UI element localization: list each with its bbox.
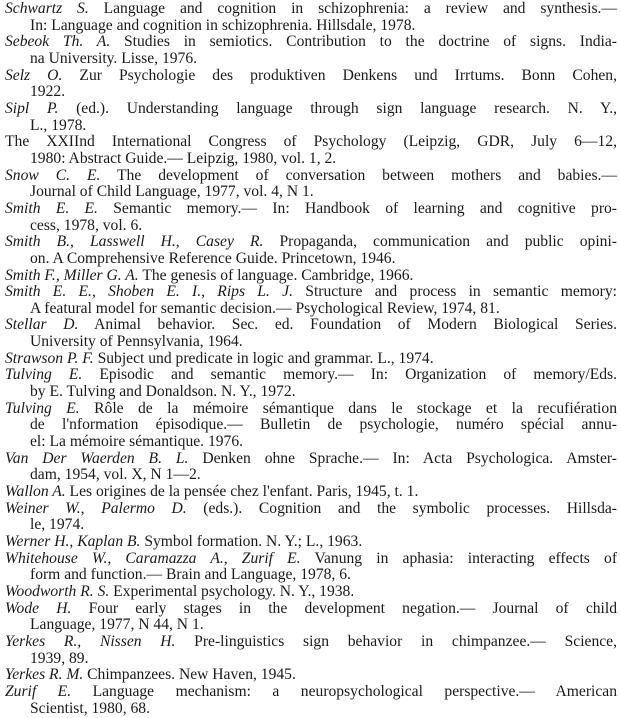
entry-line bbox=[5, 184, 617, 201]
entry-line bbox=[5, 567, 617, 584]
entry-line bbox=[5, 384, 617, 401]
entry-author: Wode H. bbox=[5, 599, 72, 617]
entry-author: Whitehouse W., Caramazza A., Zurif E. bbox=[5, 549, 301, 567]
bibliography-entry bbox=[5, 634, 617, 667]
bibliography-entry bbox=[5, 451, 617, 484]
bibliography-entry bbox=[5, 601, 617, 634]
entry-author: Snow C. E. bbox=[5, 166, 101, 184]
entry-text: 1922. bbox=[30, 83, 66, 101]
entry-text: (eds.). Cognition and the symbolic processes. Hillsda- bbox=[186, 499, 617, 517]
entry-text: The genesis of language. Cambridge, 1966. bbox=[138, 266, 414, 284]
entry-author: Selz O. bbox=[5, 66, 63, 84]
entry-line bbox=[5, 251, 617, 268]
entry-line bbox=[5, 484, 617, 501]
bibliography-entry bbox=[5, 367, 617, 400]
entry-line bbox=[5, 317, 617, 334]
entry-line bbox=[5, 634, 617, 651]
entry-line bbox=[5, 101, 617, 118]
entry-line bbox=[5, 617, 617, 634]
entry-text: L., 1978. bbox=[30, 116, 87, 134]
entry-line bbox=[5, 667, 617, 684]
bibliography-entry bbox=[5, 34, 617, 67]
entry-text: Language mechanism: a neuropsychological perspective.— American bbox=[71, 682, 617, 700]
entry-text: na University. Lisse, 1976. bbox=[30, 49, 198, 67]
entry-text: Propaganda, communication and public opini- bbox=[263, 233, 617, 251]
entry-line bbox=[5, 34, 617, 51]
entry-text: Episodic and semantic memory.— In: Organization of memory/Eds. bbox=[82, 366, 617, 384]
entry-text: Language and cognition in schizophrenia: a review and synthesis.— bbox=[88, 0, 618, 17]
entry-line bbox=[5, 68, 617, 85]
entry-text: The XXIInd International Congress of Psychology (Leipzig, GDR, July 6—12, bbox=[5, 133, 617, 151]
bibliography-entry bbox=[5, 234, 617, 267]
entry-author: Strawson P. F. bbox=[5, 349, 94, 367]
entry-author: Woodworth R. S. bbox=[5, 582, 110, 600]
bibliography-entry bbox=[5, 317, 617, 350]
bibliography-entry bbox=[5, 484, 617, 501]
entry-text: Semantic memory.— In: Handbook of learning and cognitive pro- bbox=[97, 199, 617, 217]
entry-author: Tulving E. bbox=[5, 399, 80, 417]
entry-author: Stellar D. bbox=[5, 316, 79, 334]
entry-text: dam, 1954, vol. X, N 1—2. bbox=[30, 466, 201, 484]
entry-line bbox=[5, 51, 617, 68]
entry-author: Sipl P. bbox=[5, 99, 59, 117]
entry-text: Subject und predicate in logic and grammar. L., 1974. bbox=[93, 349, 434, 367]
bibliography-entry bbox=[5, 268, 617, 285]
entry-line bbox=[5, 701, 617, 718]
entry-line bbox=[5, 584, 617, 601]
bibliography-entry bbox=[5, 284, 617, 317]
bibliography-entry bbox=[5, 168, 617, 201]
entry-text: Pre-linguistics sign behavior in chimpanzee.— Science, bbox=[175, 632, 617, 650]
entry-author: Smith F., Miller G. A. bbox=[5, 266, 139, 284]
entry-text: Denken ohne Sprache.— In: Acta Psychologica. Amster- bbox=[188, 449, 617, 467]
entry-author: Weiner W., Palermo D. bbox=[5, 499, 187, 517]
entry-line bbox=[5, 218, 617, 235]
entry-line bbox=[5, 551, 617, 568]
entry-text: le, 1974. bbox=[30, 516, 85, 534]
entry-line bbox=[5, 168, 617, 185]
bibliography-list bbox=[5, 1, 617, 717]
bibliography-entry bbox=[5, 68, 617, 101]
entry-line bbox=[5, 467, 617, 484]
bibliography-entry bbox=[5, 134, 617, 167]
entry-line bbox=[5, 367, 617, 384]
entry-text: Journal of Child Language, 1977, vol. 4, N 1. bbox=[30, 183, 314, 201]
entry-line bbox=[5, 18, 617, 35]
entry-line bbox=[5, 434, 617, 451]
entry-line bbox=[5, 201, 617, 218]
entry-text: 1980: Abstract Guide.— Leipzig, 1980, vol. 1, 2. bbox=[30, 149, 337, 167]
entry-line bbox=[5, 534, 617, 551]
entry-line bbox=[5, 601, 617, 618]
entry-text: In: Language and cognition in schizophrenia. Hillsdale, 1978. bbox=[30, 16, 416, 34]
entry-author: Sebeok Th. A. bbox=[5, 33, 111, 51]
entry-author: Werner H., Kaplan B. bbox=[5, 533, 141, 550]
entry-line bbox=[5, 301, 617, 318]
entry-line bbox=[5, 684, 617, 701]
entry-line bbox=[5, 151, 617, 168]
entry-text: Studies in semiotics. Contribution to the doctrine of signs. India- bbox=[110, 33, 617, 51]
entry-text: Experimental psychology. N. Y., 1938. bbox=[109, 582, 355, 600]
entry-line bbox=[5, 401, 617, 418]
entry-text: Scientist, 1980, 68. bbox=[30, 699, 150, 717]
entry-line bbox=[5, 234, 617, 251]
entry-text: form and function.— Brain and Language, 1978, 6. bbox=[30, 566, 351, 584]
bibliography-entry bbox=[5, 101, 617, 134]
entry-author: Van Der Waerden B. L. bbox=[5, 449, 189, 467]
entry-line bbox=[5, 351, 617, 368]
entry-text: Language, 1977, N 44, N 1. bbox=[30, 616, 204, 634]
bibliography-entry bbox=[5, 201, 617, 234]
entry-text: cess, 1978, vol. 6. bbox=[30, 216, 143, 234]
entry-author: Smith E. E. bbox=[5, 199, 98, 217]
entry-text: Structure and process in semantic memory: bbox=[292, 283, 617, 301]
bibliography-entry bbox=[5, 667, 617, 684]
entry-line bbox=[5, 451, 617, 468]
entry-text: Animal behavior. Sec. ed. Foundation of Modern Biological Series. bbox=[78, 316, 617, 334]
entry-line bbox=[5, 134, 617, 151]
entry-line bbox=[5, 334, 617, 351]
bibliography-entry bbox=[5, 1, 617, 34]
bibliography-entry bbox=[5, 401, 617, 451]
entry-text: Symbol formation. N. Y.; L., 1963. bbox=[140, 533, 363, 550]
entry-author: Yerkes R. M. bbox=[5, 666, 84, 684]
bibliography-entry bbox=[5, 684, 617, 717]
entry-author: Smith B., Lasswell H., Casey R. bbox=[5, 233, 264, 251]
entry-line bbox=[5, 268, 617, 285]
entry-line bbox=[5, 84, 617, 101]
entry-text: A featural model for semantic decision.— Psychological Review, 1974, 81. bbox=[30, 299, 500, 317]
entry-text: 1939, 89. bbox=[30, 649, 89, 667]
entry-line bbox=[5, 417, 617, 434]
entry-text: The development of conversation between mothers and babies.— bbox=[100, 166, 618, 184]
entry-text: Four early stages in the development negation.— Journal of child bbox=[71, 599, 617, 617]
bibliography-entry bbox=[5, 551, 617, 584]
bibliography-entry bbox=[5, 584, 617, 601]
entry-text: Chimpanzees. New Haven, 1945. bbox=[83, 666, 296, 684]
entry-author: Smith E. E., Shoben E. I., Rips L. J. bbox=[5, 283, 293, 301]
bibliography-entry bbox=[5, 534, 617, 551]
entry-text: Rôle de la mémoire sémantique dans le stockage et la recufiération bbox=[79, 399, 617, 417]
entry-line bbox=[5, 517, 617, 534]
bibliography-entry bbox=[5, 351, 617, 368]
entry-line bbox=[5, 284, 617, 301]
entry-text: (ed.). Understanding language through sign language research. N. Y., bbox=[58, 99, 617, 117]
entry-text: Les origines de la pensée chez l'enfant. Paris, 1945, t. 1. bbox=[65, 483, 419, 501]
entry-author: Wallon A. bbox=[5, 483, 66, 501]
entry-text: de l'nformation épisodique.— Bulletin de psychologie, numéro spécial annu- bbox=[30, 416, 617, 434]
entry-line bbox=[5, 501, 617, 518]
entry-text: el: La mémoire sémantique. 1976. bbox=[30, 433, 244, 451]
entry-author: Yerkes R., Nissen H. bbox=[5, 632, 176, 650]
entry-author: Tulving E. bbox=[5, 366, 83, 384]
entry-author: Zurif E. bbox=[5, 682, 72, 700]
bibliography-entry bbox=[5, 501, 617, 534]
entry-text: Zur Psychologie des produktiven Denkens und Irrtums. Bonn Cohen, bbox=[62, 66, 618, 84]
entry-text: University of Pennsylvania, 1964. bbox=[30, 333, 243, 351]
entry-text: on. A Comprehensive Reference Guide. Princetown, 1946. bbox=[30, 249, 396, 267]
entry-line bbox=[5, 1, 617, 18]
entry-text: Vanung in aphasia: interacting effects of bbox=[300, 549, 618, 567]
entry-author: Schwartz S. bbox=[5, 0, 89, 17]
entry-text: by E. Tulving and Donaldson. N. Y., 1972. bbox=[30, 383, 296, 401]
entry-line bbox=[5, 651, 617, 668]
entry-line bbox=[5, 118, 617, 135]
